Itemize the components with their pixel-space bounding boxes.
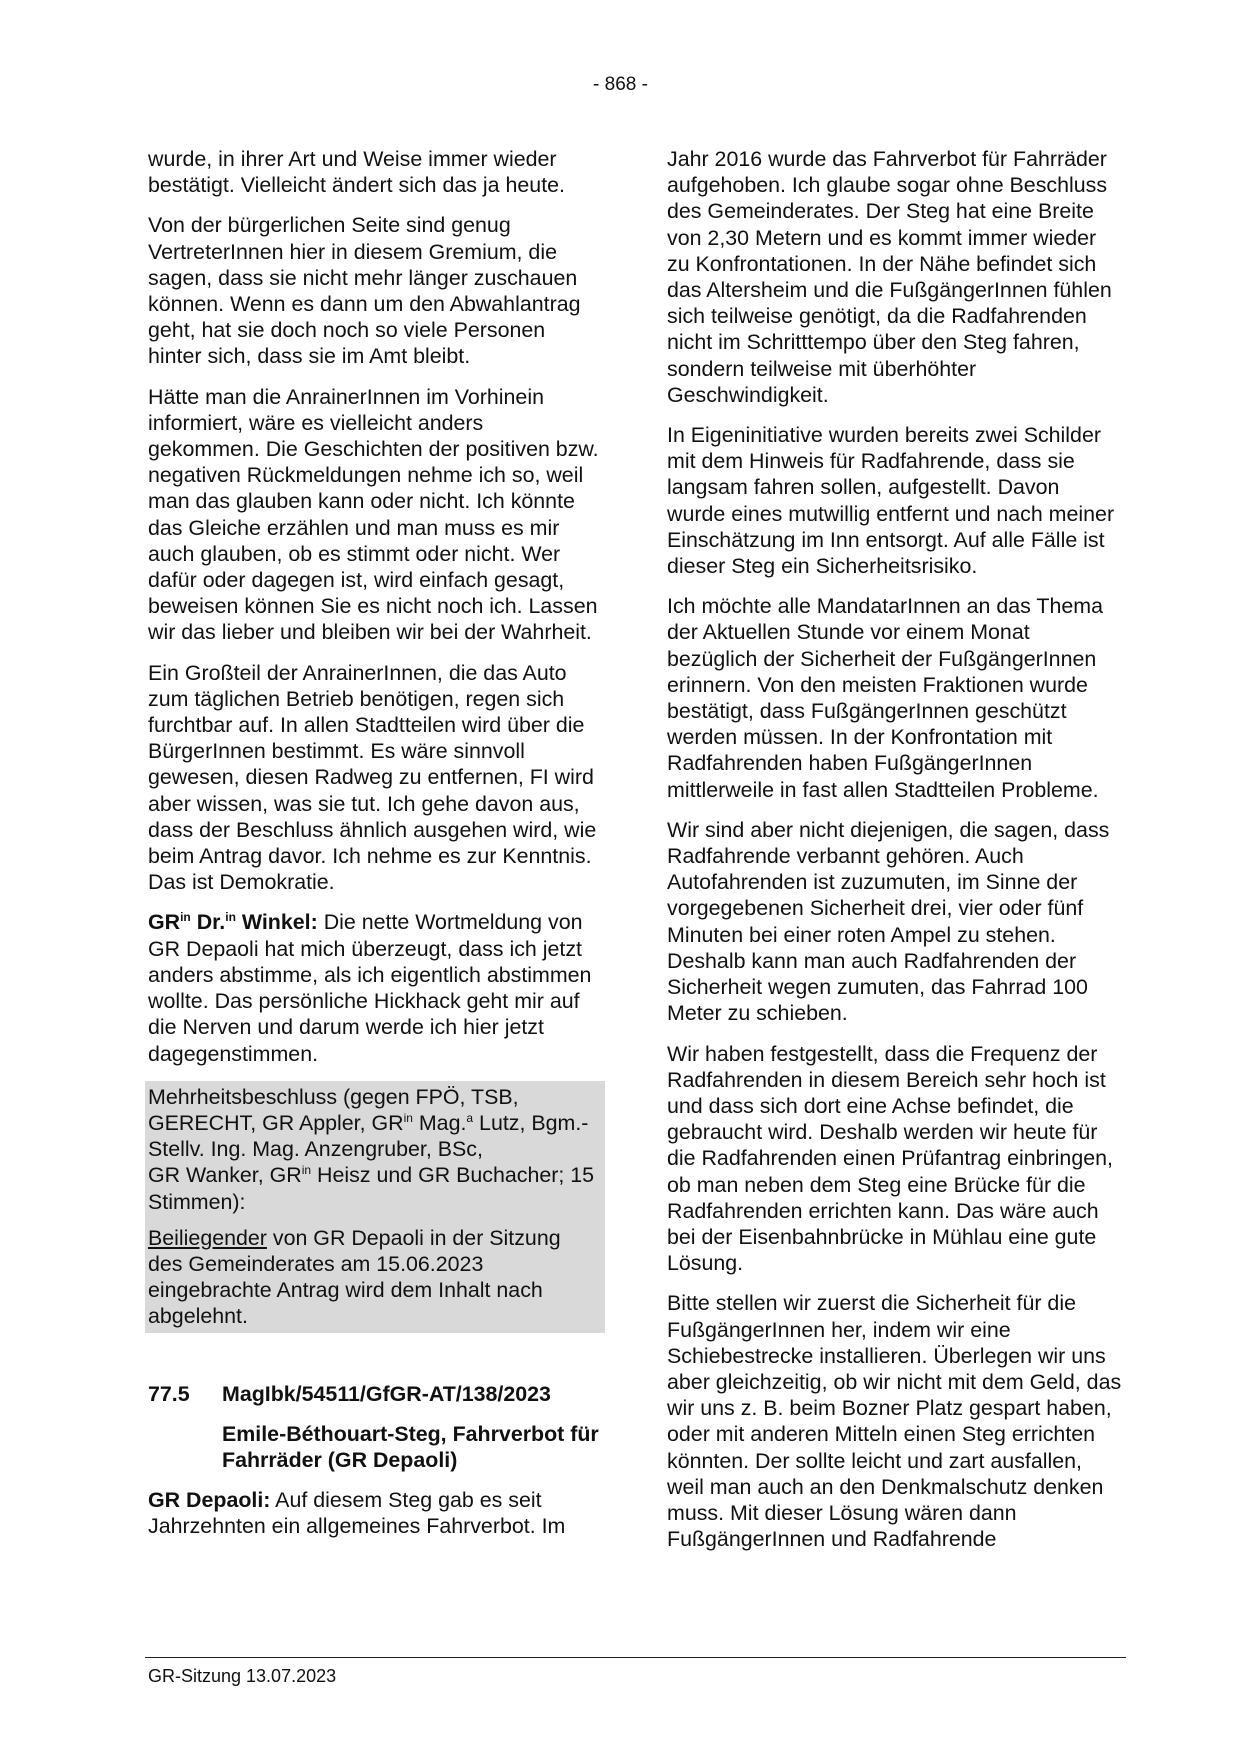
paragraph: Wir sind aber nicht diejenigen, die sagen, dass Radfahrende verbannt gehören. Auch Autofahrenden ist zuzumuten, im Sinne der vorgegebenen Sicherheit drei, vier oder fünf Minuten bei einer roten Ampel zu stehen. Deshalb kann man auch Radfahrenden der Sicherheit wegen zumuten, das Fahrrad 100 Meter zu schieben. [667, 817, 1110, 1026]
paragraph: Von der bürgerlichen Seite sind genug VertreterInnen hier in diesem Gremium, die sagen, dass sie nicht mehr länger zuschauen können. Wenn es dann um den Abwahlantrag geht, hat sie doch noch so viele Personen hinter sich, dass sie im Amt bleibt. [148, 213, 581, 369]
vote-result: Mehrheitsbeschluss (gegen FPÖ, TSB, GERECHT, GR Appler, $GR^{in}$ Mag.$^a$ Lutz, Bgm.-Stellv. Ing. Mag. Anzengruber, BSc, GR Wanker, $GR^{in}$ Heisz und GR Buchacher; 15 Stimmen): [148, 1084, 595, 1214]
decision-text: Beiliegender von GR Depaoli in der Sitzung des Gemeinderates am 15.06.2023 eingebrachte Antrag wird dem Inhalt nach abgelehnt. [148, 1225, 561, 1329]
right-column [667, 146, 1123, 1566]
item-number: 77.5 [148, 1381, 190, 1406]
speaker-statement-depaoli [148, 1487, 600, 1539]
speaker-text: Auf diesem Steg gab es seit Jahrzehnten ein allgemeines Fahrverbot. Im [148, 1488, 566, 1539]
item-reference: MagIbk/54511/GfGR-AT/138/2023 [222, 1381, 551, 1406]
footer-session-label: GR-Sitzung 13.07.2023 [148, 1666, 337, 1686]
footer-divider [145, 1657, 1126, 1658]
page-number: - 868 - [593, 74, 648, 95]
left-column [148, 146, 600, 1554]
paragraph: wurde, in ihrer Art und Weise immer wieder bestätigt. Vielleicht ändert sich das ja heute. [148, 147, 565, 198]
speaker-text: Die nette Wortmeldung von GR Depaoli hat mich überzeugt, dass ich jetzt anders abstimme, als ich eigentlich abstimmen wollte. Das persönliche Hickhack geht mir auf die Nerven und darum werde ich hier jetzt dagegenstimmen. [148, 910, 592, 1066]
speaker-name: GR Depaoli: [148, 1488, 271, 1513]
paragraph: Jahr 2016 wurde das Fahrverbot für Fahrräder aufgehoben. Ich glaube sogar ohne Beschluss des Gemeinderates. Der Steg hat eine Breite von 2,30 Metern und es kommt immer wieder zu Konfrontationen. In der Nähe befindet sich das Altersheim und die FußgängerInnen fühlen sich teilweise genötigt, da die Radfahrenden nicht im Schritttempo über den Steg fahren, sondern teilweise mit überhöhter Geschwindigkeit. [667, 147, 1112, 407]
paragraph: Bitte stellen wir zuerst die Sicherheit für die FußgängerInnen her, indem wir eine Schiebestrecke installieren. Überlegen wir uns aber gleichzeitig, ob wir nicht mit dem Geld, das wir uns z. B. beim Bozner Platz gespart haben, oder mit anderen Mitteln einen Steg errichten könnten. Der sollte leicht und zart ausfallen, weil man auch an den Denkmalschutz denken muss. Mit dieser Lösung wären dann FußgängerInnen und Radfahrende [667, 1291, 1122, 1552]
paragraph: In Eigeninitiative wurden bereits zwei Schilder mit dem Hinweis für Radfahrende, dass sie langsam fahren sollen, aufgestellt. Davon wurde eines mutwillig entfernt und nach meiner Einschätzung im Inn entsorgt. Auf alle Fälle ist dieser Steg ein Sicherheitsrisiko. [667, 423, 1115, 579]
paragraph: Wir haben festgestellt, dass die Frequenz der Radfahrenden in diesem Bereich sehr hoch ist und dass sich dort eine Achse befindet, die gebraucht wird. Deshalb werden wir heute für die Radfahrenden einen Prüfantrag einbringen, ob man neben dem Steg eine Brücke für die Radfahrenden errichten kann. Das wäre auch bei der Eisenbahnbrücke in Mühlau eine gute Lösung. [667, 1041, 1113, 1276]
speaker-statement-winkel [148, 909, 600, 1066]
agenda-item-heading [148, 1381, 600, 1407]
decision-box [145, 1081, 605, 1333]
paragraph: Hätte man die AnrainerInnen im Vorhinein informiert, wäre es vielleicht anders gekommen. Die Geschichten der positiven bzw. negativen Rückmeldungen nehme ich so, weil man das glauben kann oder nicht. Ich könnte das Gleiche erzählen und man muss es mir auch glauben, ob es stimmt oder nicht. Wer dafür oder dagegen ist, wird einfach gesagt, beweisen können Sie es nicht noch ich. Lassen wir das lieber und bleiben wir bei der Wahrheit. [148, 384, 599, 645]
speaker-name: $GR^{in}$ Dr.$^{in}$ Winkel: [148, 910, 318, 935]
paragraph: Ein Großteil der AnrainerInnen, die das Auto zum täglichen Betrieb benötigen, regen sich furchtbar auf. In allen Stadtteilen wird über die BürgerInnen bestimmt. Es wäre sinnvoll gewesen, diesen Radweg zu entfernen, FI wird aber wissen, was sie tut. Ich gehe davon aus, dass der Beschluss ähnlich ausgehen wird, wie beim Antrag davor. Ich nehme es zur Kenntnis. Das ist Demokratie. [148, 660, 597, 895]
item-subject: Emile-Béthouart-Steg, Fahrverbot für Fahrräder (GR Depaoli) [222, 1421, 599, 1472]
paragraph: Ich möchte alle MandatarInnen an das Thema der Aktuellen Stunde vor einem Monat bezüglich der Sicherheit der FußgängerInnen erinnern. Von den meisten Fraktionen wurde bestätigt, dass FußgängerInnen geschützt werden müssen. In der Konfrontation mit Radfahrenden haben FußgängerInnen mittlerweile in fast allen Stadtteilen Probleme. [667, 594, 1104, 802]
